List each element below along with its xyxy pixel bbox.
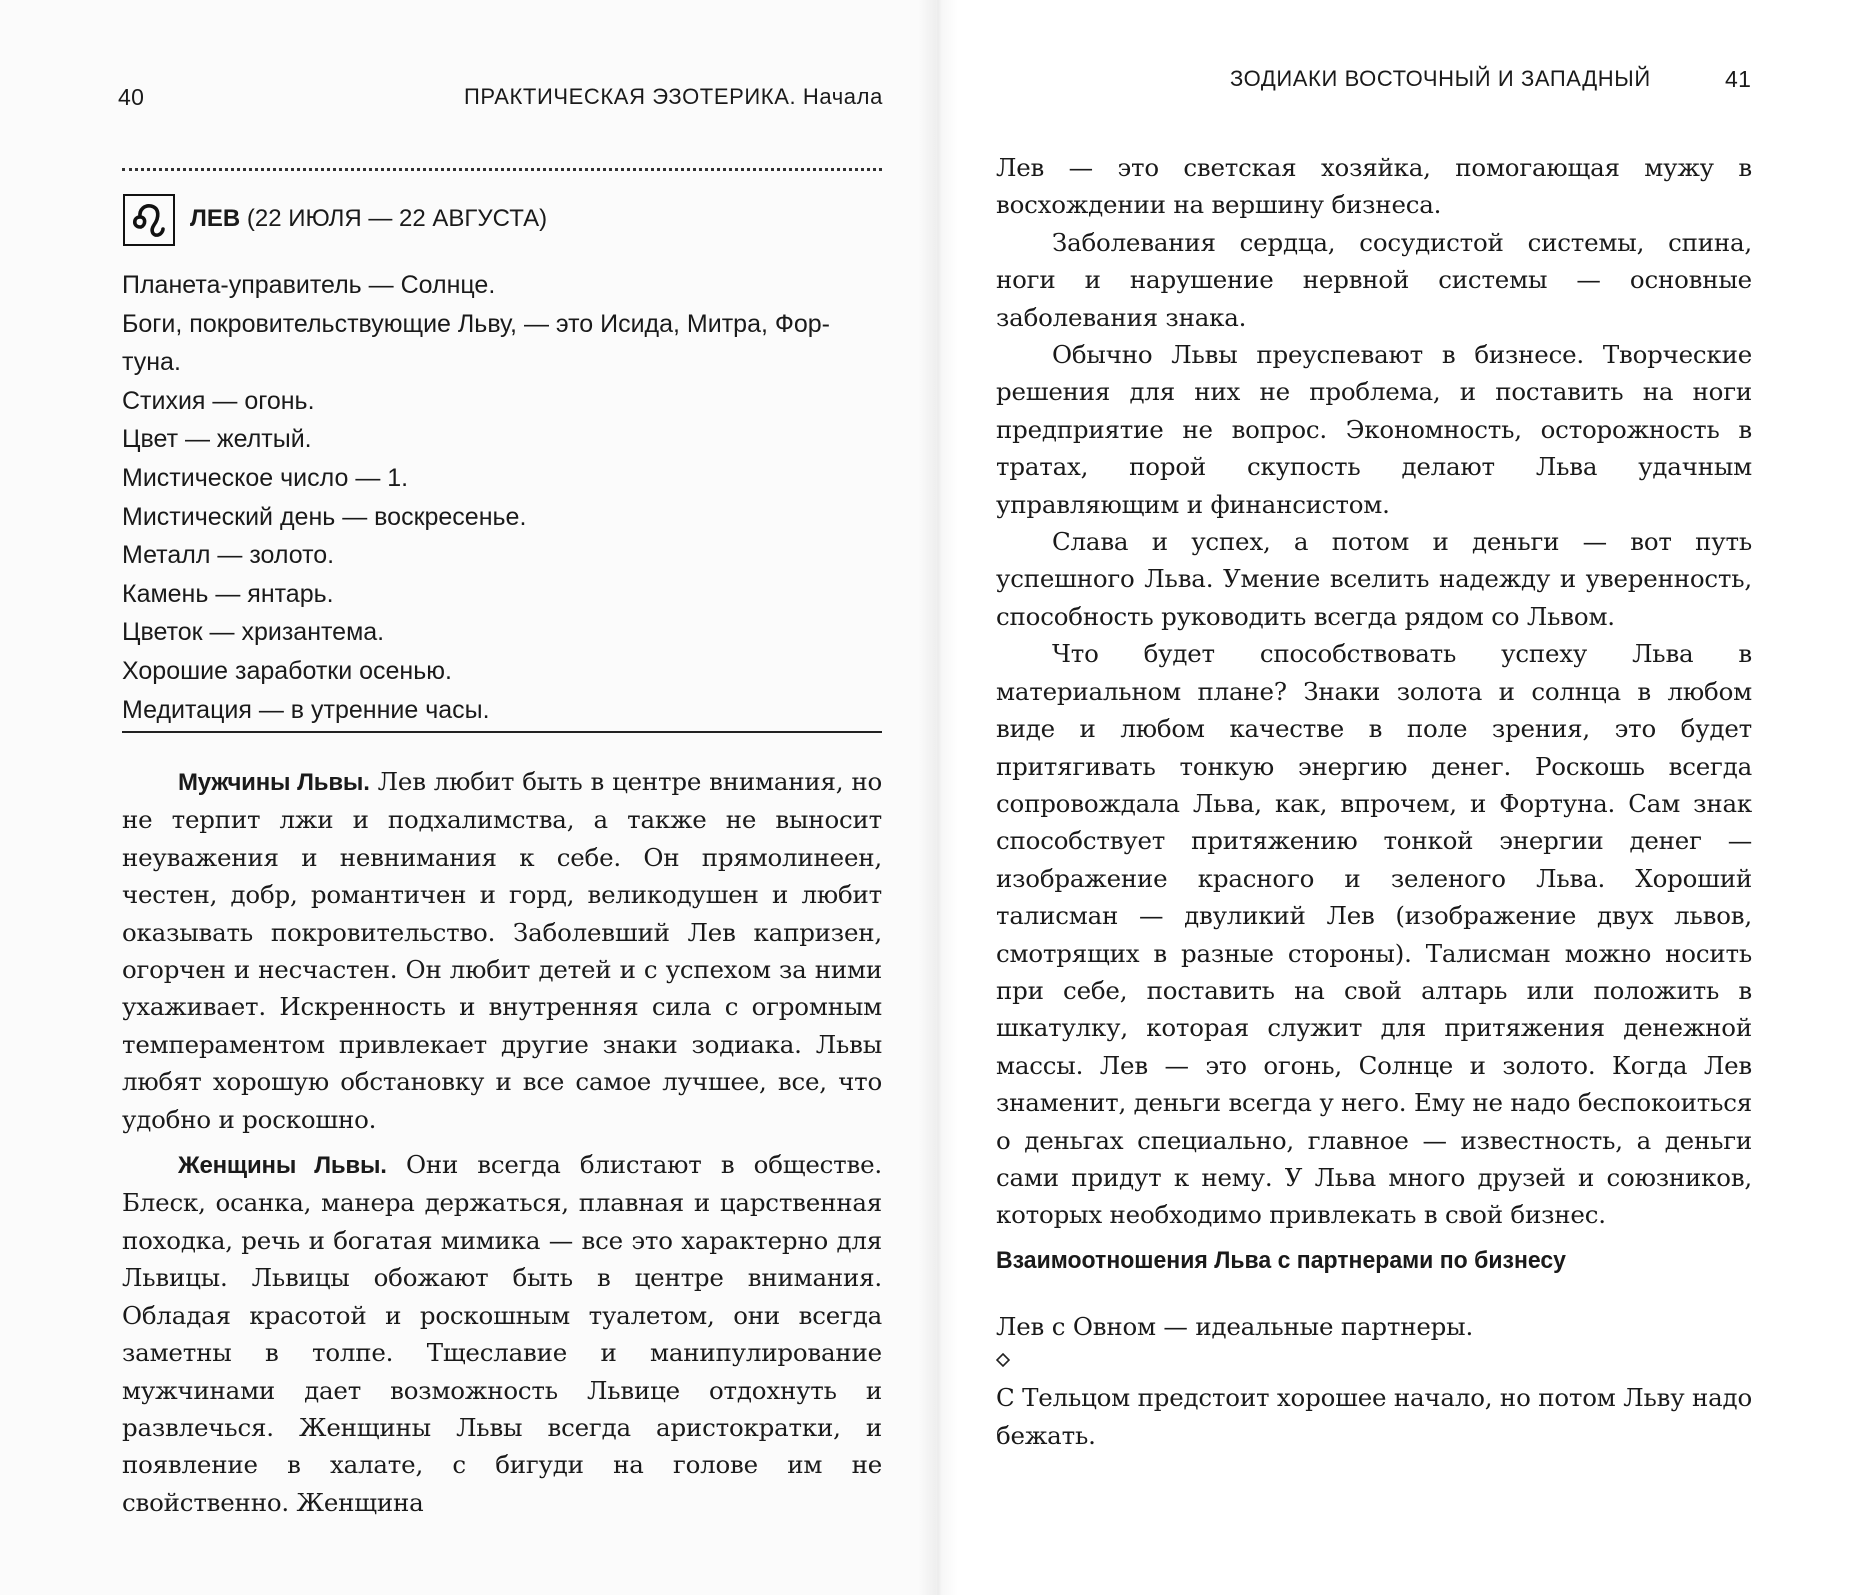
- leo-zodiac-icon: [123, 194, 175, 246]
- women-paragraph: [122, 1146, 882, 1521]
- fact-line: Боги, покровительствующие Льву, — это Исида, Митра, Фор-: [122, 309, 831, 338]
- sign-title: [190, 205, 547, 233]
- fact-line: Хорошие заработки осенью.: [122, 656, 452, 685]
- fact-line: Мистическое число — 1.: [122, 463, 409, 492]
- fact-line: туна.: [122, 348, 181, 377]
- men-lead: Мужчины Львы.: [178, 769, 370, 796]
- running-head-right: ЗОДИАКИ ВОСТОЧНЫЙ И ЗАПАДНЫЙ: [1230, 66, 1651, 91]
- book-gutter: [918, 0, 958, 1595]
- running-head-left: ПРАКТИЧЕСКАЯ ЭЗОТЕРИКА. Начала: [464, 84, 883, 109]
- sign-facts-list: [122, 266, 892, 729]
- body-paragraph: Слава и успех, а потом и деньги — вот путь успешного Льва. Умение вселить надежду и уверенность, способность руководить всегда рядом со Львом.: [996, 527, 1752, 631]
- left-body-text: [122, 763, 882, 1521]
- fact-line: Медитация — в утренние часы.: [122, 695, 490, 724]
- fact-line: Камень — янтарь.: [122, 579, 334, 608]
- section-divider: [122, 731, 882, 733]
- fact-line: Стихия — огонь.: [122, 386, 315, 415]
- diamond-separator-icon: [996, 1345, 1752, 1379]
- body-paragraph: Лев — это светская хозяйка, помогающая мужу в восхождении на вершину бизнеса.: [996, 153, 1752, 220]
- body-paragraph: Обычно Львы преуспевают в бизнесе. Творческие решения для них не проблема, и поставить на ноги предприятие не вопрос. Экономность, осторожность в тратах, порой скупость делают Льва удачным управляющим и финансистом.: [996, 340, 1752, 519]
- fact-line: Цветок — хризантема.: [122, 618, 385, 647]
- sign-dates: (22 ИЮЛЯ — 22 АВГУСТА): [246, 205, 548, 232]
- right-body-text: [996, 149, 1752, 1234]
- fact-line: Металл — золото.: [122, 541, 335, 570]
- men-text: Лев любит быть в центре внимания, но не терпит лжи и подхалимства, а также не выносит неуважения и невнимания к себе. Он прямолинеен, честен, добр, романтичен и горд, великодушен и любит оказывать покровительство. Заболевший Лев капризен, огорчен и несчастен. Он любит детей и с успехом за ними ухаживает. Искренность и внутренняя сила с огромным темпераментом привлекает другие знаки зодиака. Львы любят хорошую обстановку и все самое лучшее, все, что удобно и роскошно.: [122, 767, 883, 1134]
- women-lead: Женщины Львы.: [178, 1152, 387, 1180]
- left-page: [0, 0, 936, 1595]
- page-number-right: 41: [1725, 66, 1752, 92]
- dotted-divider: [122, 168, 882, 171]
- fact-line: Мистический день — воскресенье.: [122, 502, 527, 531]
- section-heading: Взаимоотношения Льва с партнерами по бизнесу: [996, 1247, 1566, 1274]
- sign-name: ЛЕВ: [190, 205, 241, 232]
- partners-list: [996, 1308, 1752, 1454]
- fact-line: Планета-управитель — Солнце.: [122, 271, 496, 299]
- men-paragraph: [122, 763, 882, 1138]
- partner-item: Лев с Овном — идеальные партнеры.: [996, 1312, 1474, 1341]
- body-paragraph: Что будет способствовать успеху Льва в материальном плане? Знаки золота и солнца в любом виде и любом качестве в поле зрения, это будет притягивать тонкую энергию денег. Роскошь всегда сопровождала Льва, как, впрочем, и Фортуна. Сам знак способствует притяжению тонкой энергии денег — изображение красного и зеленого Льва. Хороший талисман — двуликий Лев (изображение двух львов, смотрящих в разные стороны). Талисман можно носить при себе, поставить на свой алтарь или положить в шкатулку, которая служит для притяжения денежной массы. Лев — это огонь, Солнце и золото. Когда Лев знаменит, деньги всегда у него. Ему не надо беспокоиться о деньгах специально, главное — известность, а деньги сами придут к нему. У Льва много друзей и союзников, которых необходимо привлекать в свой бизнес.: [996, 639, 1753, 1230]
- women-text: Они всегда блистают в обществе. Блеск, осанка, манера держаться, плавная и царственная походка, речь и богатая мимика — все это характерно для Львицы. Львицы обожают быть в центре внимания. Обладая красотой и роскошным туалетом, они всегда заметны в толпе. Тщеславие и манипулирование мужчинами дает возможность Львице отдохнуть и развлечься. Женщины Львы всегда аристократки, и появление в халате, с бигуди на голове им не свойственно. Женщина: [122, 1150, 882, 1517]
- page-number-left: 40: [118, 84, 145, 110]
- fact-line: Цвет — желтый.: [122, 425, 312, 454]
- partner-item: С Тельцом предстоит хорошее начало, но потом Льву надо бежать.: [996, 1383, 1752, 1450]
- body-paragraph: Заболевания сердца, сосудистой системы, спина, ноги и нарушение нервной системы — основные заболевания знака.: [996, 227, 1752, 332]
